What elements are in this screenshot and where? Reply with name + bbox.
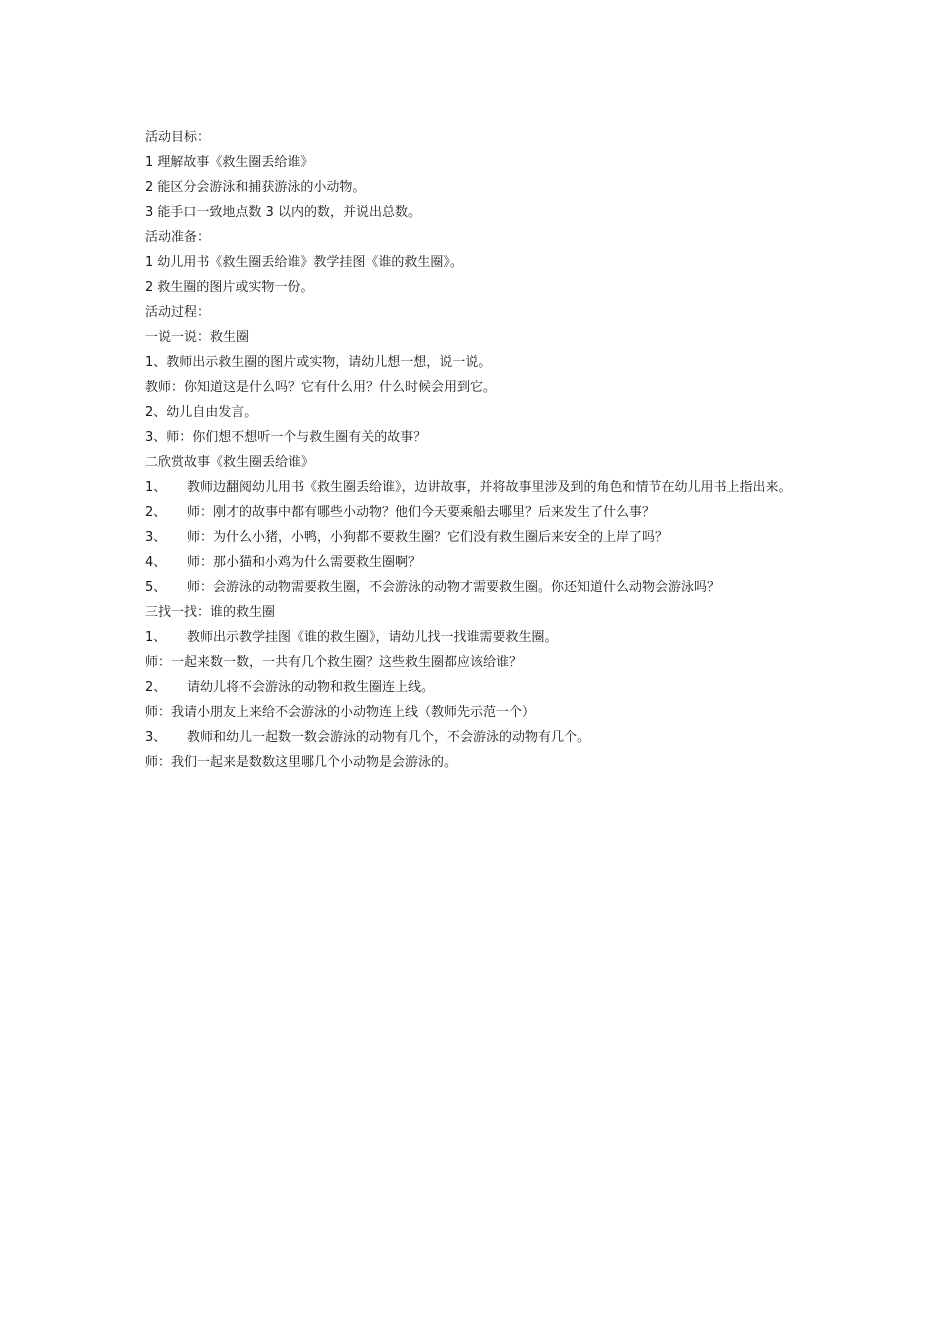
document-line [145, 175, 810, 200]
line-text: 师：刚才的故事中都有哪些小动物？他们今天要乘船去哪里？后来发生了什么事？ [187, 505, 656, 520]
line-text: 教师边翻阅幼儿用书《救生圈丢给谁》，边讲故事，并将故事里涉及到的角色和情节在幼儿用书上指出来。 [187, 480, 792, 495]
line-text: 师：为什么小猪，小鸭，小狗都不要救生圈？它们没有救生圈后来安全的上岸了吗？ [187, 530, 669, 545]
document-line [145, 200, 810, 225]
document-line [145, 475, 810, 500]
line-text: 2、幼儿自由发言。 [145, 405, 258, 420]
line-text: 2 救生圈的图片或实物一份。 [145, 280, 314, 295]
line-text: 师：会游泳的动物需要救生圈，不会游泳的动物才需要救生圈。你还知道什么动物会游泳吗？ [187, 580, 721, 595]
line-text: 师：那小猫和小鸡为什么需要救生圈啊？ [187, 555, 422, 570]
document-line [145, 325, 810, 350]
line-text: 教师出示教学挂图《谁的救生圈》，请幼儿找一找谁需要救生圈。 [187, 630, 558, 645]
line-text: 请幼儿将不会游泳的动物和救生圈连上线。 [187, 680, 435, 695]
document-line [145, 575, 810, 600]
line-number: 4、 [145, 555, 167, 570]
document-line [145, 425, 810, 450]
document-line [145, 725, 810, 750]
line-text: 1 幼儿用书《救生圈丢给谁》教学挂图《谁的救生圈》。 [145, 255, 463, 270]
document-line [145, 400, 810, 425]
line-number: 3、 [145, 530, 167, 545]
document-line [145, 450, 810, 475]
line-text: 活动准备： [145, 230, 211, 245]
document-line [145, 125, 810, 150]
document-body [145, 125, 810, 775]
line-number: 3、 [145, 730, 167, 745]
document-line [145, 150, 810, 175]
document-line [145, 250, 810, 275]
line-text: 二欣赏故事《救生圈丢给谁》 [145, 455, 315, 470]
document-line [145, 525, 810, 550]
line-text: 师：一起来数一数，一共有几个救生圈？这些救生圈都应该给谁？ [145, 655, 523, 670]
line-text: 师：我们一起来是数数这里哪几个小动物是会游泳的。 [145, 755, 458, 770]
document-line [145, 225, 810, 250]
line-text: 一说一说：救生圈 [145, 330, 250, 345]
document-line [145, 675, 810, 700]
line-text: 三找一找：谁的救生圈 [145, 605, 276, 620]
line-number: 1、 [145, 480, 167, 495]
document-line [145, 375, 810, 400]
line-text: 活动过程： [145, 305, 211, 320]
document-line [145, 300, 810, 325]
line-text: 1、教师出示救生圈的图片或实物，请幼儿想一想，说一说。 [145, 355, 492, 370]
document-line [145, 500, 810, 525]
line-number: 2、 [145, 680, 167, 695]
line-text: 3、师：你们想不想听一个与救生圈有关的故事？ [145, 430, 427, 445]
line-text: 教师：你知道这是什么吗？它有什么用？什么时候会用到它。 [145, 380, 497, 395]
document-line [145, 600, 810, 625]
document-line [145, 650, 810, 675]
line-text: 师：我请小朋友上来给不会游泳的小动物连上线（教师先示范一个） [145, 705, 536, 720]
line-text: 3 能手口一致地点数 3 以内的数，并说出总数。 [145, 205, 421, 220]
line-text: 活动目标： [145, 130, 211, 145]
line-number: 1、 [145, 630, 167, 645]
line-text: 2 能区分会游泳和捕获游泳的小动物。 [145, 180, 366, 195]
line-text: 教师和幼儿一起数一数会游泳的动物有几个，不会游泳的动物有几个。 [187, 730, 591, 745]
line-text: 1 理解故事《救生圈丢给谁》 [145, 155, 314, 170]
document-line [145, 625, 810, 650]
document-line [145, 700, 810, 725]
line-number: 2、 [145, 505, 167, 520]
document-line [145, 275, 810, 300]
document-line [145, 550, 810, 575]
document-line [145, 350, 810, 375]
document-line [145, 750, 810, 775]
line-number: 5、 [145, 580, 167, 595]
